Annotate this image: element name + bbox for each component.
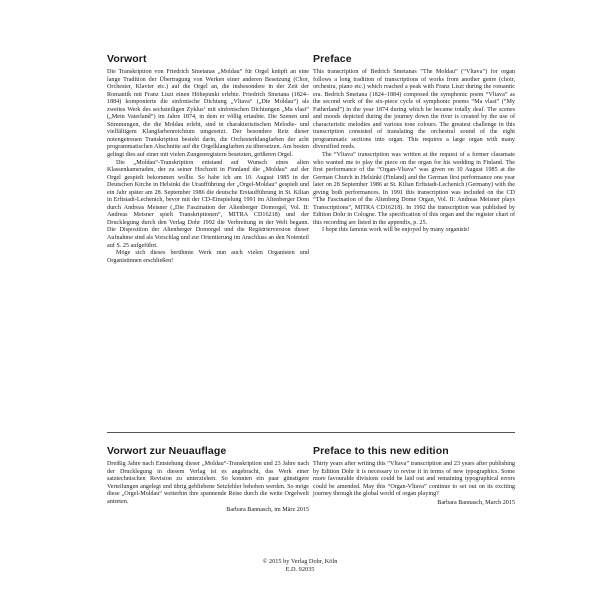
neuauflage-paragraph: Dreißig Jahre nach Entstehung dieser „Moldau“-Transkription und 23 Jahre nach der Drucklegung in diesem Verlag ist es angebracht, das Werk einer satztechnischen Revision zu unterziehen. So konnten ein paar günstigere Verteilungen angelegt und übrig gebliebene Setzfehler behoben werden. So möge diese „Orgel-Moldau“ weiterhin ihre spannende Reise durch die weite Orgelwelt antreten.	[107, 461, 309, 505]
preface-paragraph: This transcription of Bedrich Smetanas “The Moldau” (“Vltava”) for organ follows a long tradition of transcriptions of works from another genre (choir, orchestra, piano etc.) which reached a peak with Franz Liszt during the romantic era. Bedrich Smetana (1824–1884) composed the symphonic poem “Vltava” as the second work of the six-piece cycle of symphonic poems “Ma vlast” (“My Fatherland”) in the year 1874 during which he became totally deaf. The scenes and moods depicted during the journey down the river is created by the use of characteristic melodies and various tone colours. The greatest challenge in this transcription consisted of translating the orchestral sound of the eight programmatic sections into organ. This requires a large organ with many diversified reeds.	[313, 69, 515, 151]
preface-heading: Preface	[313, 53, 352, 65]
neuauflage-signature: Barbara Bannasch, im März 2015	[226, 507, 309, 514]
page-footer	[0, 558, 600, 574]
preface-paragraph: I hope this famous work will be enjoyed by many organists!	[322, 227, 470, 234]
vorwort-section	[107, 53, 309, 265]
preface-paragraph: The “Vltava” transcription was written at the request of a former classmate who wanted me to play the piece on the organ for his wedding in Finland. The first performance of the “Organ-Vltava” was given on 10 August 1985 at the German Church in Helsinki (Finland) and the German first performance one year later on 28 September 1986 at St. Kilian Erftstadt-Lechenich (Germany) with the giving both performances. In 1991 this transcription was included on the CD “The Fascination of the Altenberg Dome Organ, Vol. II: Andreas Meisner plays Transcriptions”, MITRA CD16218). In 1992 the transcription was published by Edition Dohr in Cologne. The specification of this organ and the register chart of this recording are listed in the appendix, p. 25.	[313, 152, 515, 226]
edition-number: E.D. 92035	[285, 566, 315, 573]
vorwort-paragraph: Die Transkription von Friedrich Smetanas „Moldau“ für Orgel knüpft an eine lange Tradition der Übertragung von Werken einer anderen Besetzung (Chor, Orchester, Klavier etc.) auf die Orgel an, die insbesondere in der Zeit der Romantik mit Franz Liszt einen Höhepunkt erlebte. Friedrich Smetana (1824–1884) komponierte die sinfonische Dichtung „Vltava“ („Die Moldau“) als zweites Werk des sechsteiligen Zyklus‘ mit sinfonischen Dichtungen „Ma vlast“ („Mein Vaterland“) im Jahre 1874, in dem er völlig ertaubte. Die Szenen und Stimmungen, die die Moldau erlebt, sind in charakteristischen Melodie- und vielfältigem Klangfarbenreichtum umgesetzt. Der besondere Reiz dieser notengetreuen Transkription besteht darin, die Orchesterklangfarben der acht programmatischen Abschnitte auf die Orgelklangfarben zu übersetzen. Am besten gelingt dies auf einer mit vielen Zungenregistern besetzten, größeren Orgel.	[107, 69, 309, 159]
vorwort-heading: Vorwort	[107, 53, 147, 65]
vorwort-paragraph: Die „Moldau“-Transkription entstand auf Wunsch eines alten Klassenkameraden, der zu seiner Hochzeit in Finnland die „Moldau“ auf der Orgel gespielt bekommen wollte. So habe ich am 10. August 1985 in der Deutschen Kirche in Helsinki die Uraufführung der „Orgel-Moldau“ gespielt und ein Jahr später am 28. September 1986 die deutsche Erstaufführung in St. Kilian in Erftstadt-Lechenich, bevor mit der CD-Einspielung 1991 im Altenberger Dom durch Andreas Meisner („Die Faszination der Altenberger Domorgel, Vol. II: Andreas Meisner spielt Transkriptionen“, MITRA CD16218) und der Drucklegung durch den Verlag Dohr 1992 die Verbreitung in der Welt begann. Die Disposition der Altenberger Domorgel und die Registrierversion dieser Aufnahme sind als Vorschlag und zur Orientierung im Anschluss an den Notenteil auf S. 25 aufgeführt.	[107, 159, 309, 249]
new-edition-paragraph: Thirty years after writing this “Vltava” transcription and 23 years after publishing by Edition Dohr it is necessary to revise it in terms of new typographics. Some more favourable divisions could be laid out and remaining typographical errors could be amended. May this “Organ-Vltava” continue to set out on its exciting journey through the global world of organ playing?	[313, 461, 515, 498]
preface-section	[313, 53, 515, 235]
new-edition-section	[313, 445, 515, 507]
copyright-line: © 2015 by Verlag Dohr, Köln	[262, 558, 338, 565]
neuauflage-section	[107, 445, 309, 515]
section-divider	[107, 432, 515, 433]
new-edition-signature: Barbara Bannasch, March 2015	[437, 499, 515, 506]
new-edition-heading: Preface to this new edition	[313, 445, 449, 457]
neuauflage-heading: Vorwort zur Neuauflage	[107, 445, 227, 457]
vorwort-paragraph: Möge sich dieses berühmte Werk nun auch vielen Organisten und Organistinnen erschließen!	[107, 250, 309, 264]
